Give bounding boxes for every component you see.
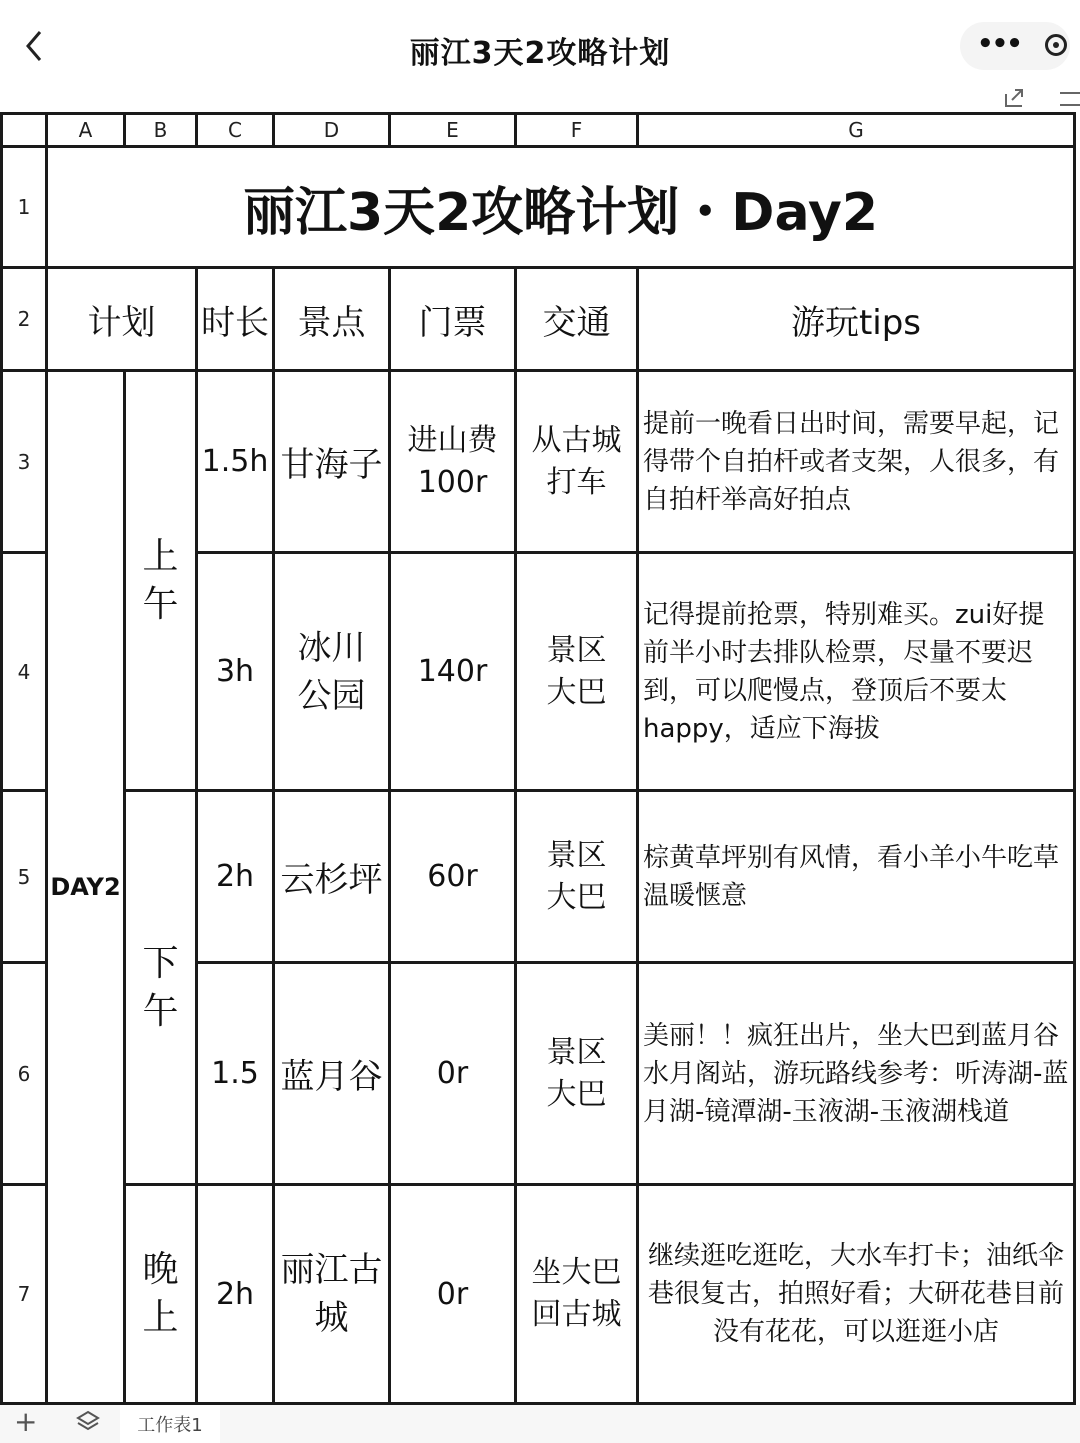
- ticket-cell[interactable]: 进山费 100r: [391, 372, 517, 554]
- period-afternoon[interactable]: 下 午: [126, 792, 198, 1186]
- period-evening[interactable]: 晚 上: [126, 1186, 198, 1405]
- duration-cell[interactable]: 2h: [198, 1186, 275, 1405]
- transport-cell[interactable]: 景区 大巴: [517, 964, 639, 1186]
- ticket-cell[interactable]: 60r: [391, 792, 517, 964]
- header-duration[interactable]: 时长: [198, 269, 275, 372]
- spot-cell[interactable]: 云杉坪: [275, 792, 391, 964]
- row-header-7[interactable]: 7: [0, 1186, 48, 1405]
- tips-cell[interactable]: 继续逛吃逛吃，大水车打卡；油纸伞巷很复古，拍照好看；大研花巷目前没有花花，可以逛逛小店: [639, 1186, 1076, 1405]
- page-title: 丽江3天2攻略计划: [409, 36, 671, 71]
- header-spot[interactable]: 景点: [275, 269, 391, 372]
- header-transport[interactable]: 交通: [517, 269, 639, 372]
- transport-cell[interactable]: 景区 大巴: [517, 554, 639, 792]
- sheet-title-cell[interactable]: 丽江3天2攻略计划・Day2: [48, 148, 1076, 269]
- spot-cell[interactable]: 蓝月谷: [275, 964, 391, 1186]
- tips-cell[interactable]: 提前一晚看日出时间，需要早起，记得带个自拍杆或者支架，人很多，有自拍杆举高好拍点: [639, 372, 1076, 554]
- top-bar: [0, 0, 1080, 112]
- row-header-6[interactable]: 6: [0, 964, 48, 1186]
- menu-icon[interactable]: [1058, 90, 1080, 108]
- duration-cell[interactable]: 2h: [198, 792, 275, 964]
- header-ticket[interactable]: 门票: [391, 269, 517, 372]
- tips-cell[interactable]: 美丽！！疯狂出片，坐大巴到蓝月谷水月阁站，游玩路线参考：听涛湖-蓝月湖-镜潭湖-玉液湖-玉液湖栈道: [639, 964, 1076, 1186]
- spot-cell[interactable]: 甘海子: [275, 372, 391, 554]
- transport-cell[interactable]: 景区 大巴: [517, 792, 639, 964]
- layers-icon[interactable]: [76, 1409, 100, 1433]
- column-header-c[interactable]: C: [198, 112, 275, 148]
- ticket-cell[interactable]: 0r: [391, 1186, 517, 1405]
- header-tips[interactable]: 游玩tips: [639, 269, 1076, 372]
- period-morning[interactable]: 上 午: [126, 372, 198, 792]
- close-mini-program-icon[interactable]: [1045, 34, 1067, 56]
- ticket-cell[interactable]: 0r: [391, 964, 517, 1186]
- row-header-3[interactable]: 3: [0, 372, 48, 554]
- header-plan[interactable]: 计划: [48, 269, 198, 372]
- transport-cell[interactable]: 坐大巴 回古城: [517, 1186, 639, 1405]
- column-header-a[interactable]: A: [48, 112, 126, 148]
- column-header-e[interactable]: E: [391, 112, 517, 148]
- tips-cell[interactable]: 棕黄草坪别有风情，看小羊小牛吃草温暖惬意: [639, 792, 1076, 964]
- corner-cell[interactable]: [0, 112, 48, 148]
- column-header-d[interactable]: D: [275, 112, 391, 148]
- column-header-f[interactable]: F: [517, 112, 639, 148]
- row-header-5[interactable]: 5: [0, 792, 48, 964]
- day-cell[interactable]: DAY2: [48, 372, 126, 1405]
- more-icon[interactable]: •••: [977, 29, 1021, 59]
- row-header-1[interactable]: 1: [0, 148, 48, 269]
- duration-cell[interactable]: 3h: [198, 554, 275, 792]
- tab-sheet1[interactable]: 工作表1: [120, 1405, 220, 1443]
- spreadsheet-grid: [0, 112, 1076, 1405]
- column-header-g[interactable]: G: [639, 112, 1076, 148]
- spot-cell[interactable]: 冰川 公园: [275, 554, 391, 792]
- duration-cell[interactable]: 1.5h: [198, 372, 275, 554]
- spot-cell[interactable]: 丽江古 城: [275, 1186, 391, 1405]
- row-header-2[interactable]: 2: [0, 269, 48, 372]
- add-sheet-button[interactable]: +: [14, 1405, 38, 1438]
- open-external-icon[interactable]: [1002, 88, 1026, 108]
- duration-cell[interactable]: 1.5: [198, 964, 275, 1186]
- column-header-b[interactable]: B: [126, 112, 198, 148]
- row-header-4[interactable]: 4: [0, 554, 48, 792]
- ticket-cell[interactable]: 140r: [391, 554, 517, 792]
- transport-cell[interactable]: 从古城 打车: [517, 372, 639, 554]
- tips-cell[interactable]: 记得提前抢票，特别难买。zui好提前半小时去排队检票，尽量不要迟到，可以爬慢点，登顶后不要太happy，适应下海拔: [639, 554, 1076, 792]
